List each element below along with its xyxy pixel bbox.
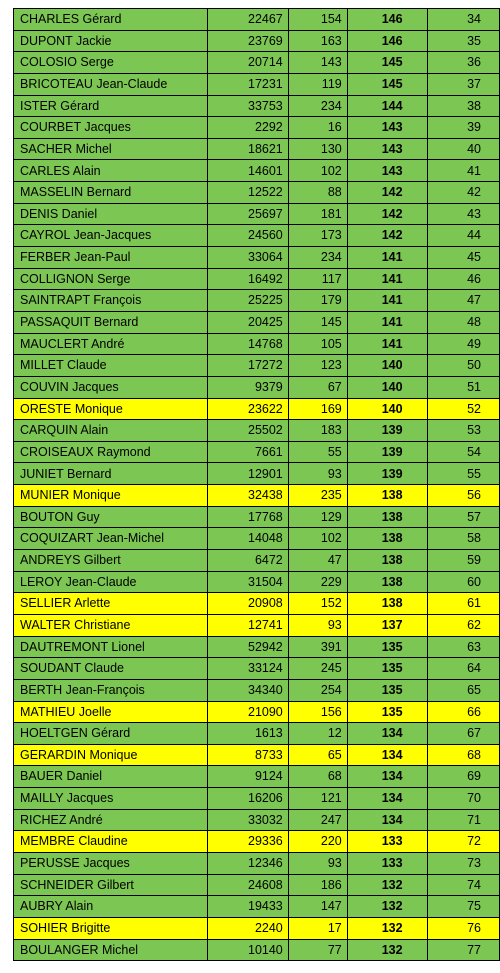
table-row bbox=[14, 831, 500, 853]
average-cell: 132 bbox=[347, 896, 427, 918]
points-cell: 21090 bbox=[208, 701, 288, 723]
average-cell: 138 bbox=[347, 528, 427, 550]
average-cell: 134 bbox=[347, 809, 427, 831]
player-name-cell: DAUTREMONT Lionel bbox=[14, 636, 208, 658]
table-row bbox=[14, 203, 500, 225]
rank-cell: 62 bbox=[427, 614, 499, 636]
rank-cell: 34 bbox=[427, 9, 499, 31]
points-cell: 14768 bbox=[208, 333, 288, 355]
table-row bbox=[14, 788, 500, 810]
average-cell: 141 bbox=[347, 247, 427, 269]
games-cell: 234 bbox=[288, 247, 347, 269]
average-cell: 138 bbox=[347, 485, 427, 507]
ranking-table bbox=[13, 8, 500, 961]
games-cell: 186 bbox=[288, 874, 347, 896]
average-cell: 141 bbox=[347, 311, 427, 333]
rank-cell: 49 bbox=[427, 333, 499, 355]
table-row bbox=[14, 420, 500, 442]
games-cell: 156 bbox=[288, 701, 347, 723]
player-name-cell: ANDREYS Gilbert bbox=[14, 550, 208, 572]
points-cell: 23769 bbox=[208, 30, 288, 52]
rank-cell: 39 bbox=[427, 117, 499, 139]
player-name-cell: JUNIET Bernard bbox=[14, 463, 208, 485]
points-cell: 12741 bbox=[208, 614, 288, 636]
points-cell: 25697 bbox=[208, 203, 288, 225]
average-cell: 133 bbox=[347, 831, 427, 853]
rank-cell: 77 bbox=[427, 939, 499, 961]
points-cell: 9124 bbox=[208, 766, 288, 788]
table-row bbox=[14, 225, 500, 247]
games-cell: 77 bbox=[288, 939, 347, 961]
rank-cell: 50 bbox=[427, 355, 499, 377]
points-cell: 7661 bbox=[208, 441, 288, 463]
average-cell: 139 bbox=[347, 463, 427, 485]
games-cell: 93 bbox=[288, 463, 347, 485]
rank-cell: 65 bbox=[427, 679, 499, 701]
points-cell: 6472 bbox=[208, 550, 288, 572]
table-row bbox=[14, 874, 500, 896]
average-cell: 144 bbox=[347, 95, 427, 117]
table-row bbox=[14, 506, 500, 528]
player-name-cell: ORESTE Monique bbox=[14, 398, 208, 420]
points-cell: 16492 bbox=[208, 268, 288, 290]
average-cell: 134 bbox=[347, 788, 427, 810]
points-cell: 14048 bbox=[208, 528, 288, 550]
table-row bbox=[14, 182, 500, 204]
points-cell: 32438 bbox=[208, 485, 288, 507]
rank-cell: 38 bbox=[427, 95, 499, 117]
games-cell: 130 bbox=[288, 138, 347, 160]
average-cell: 140 bbox=[347, 355, 427, 377]
games-cell: 47 bbox=[288, 550, 347, 572]
table-row bbox=[14, 138, 500, 160]
table-row bbox=[14, 117, 500, 139]
points-cell: 24608 bbox=[208, 874, 288, 896]
average-cell: 143 bbox=[347, 160, 427, 182]
rank-cell: 45 bbox=[427, 247, 499, 269]
points-cell: 8733 bbox=[208, 744, 288, 766]
player-name-cell: CARQUIN Alain bbox=[14, 420, 208, 442]
games-cell: 254 bbox=[288, 679, 347, 701]
table-row bbox=[14, 95, 500, 117]
player-name-cell: FERBER Jean-Paul bbox=[14, 247, 208, 269]
games-cell: 145 bbox=[288, 311, 347, 333]
rank-cell: 55 bbox=[427, 463, 499, 485]
games-cell: 105 bbox=[288, 333, 347, 355]
average-cell: 135 bbox=[347, 636, 427, 658]
games-cell: 163 bbox=[288, 30, 347, 52]
games-cell: 391 bbox=[288, 636, 347, 658]
average-cell: 132 bbox=[347, 917, 427, 939]
average-cell: 146 bbox=[347, 9, 427, 31]
player-name-cell: SELLIER Arlette bbox=[14, 593, 208, 615]
table-row bbox=[14, 658, 500, 680]
rank-cell: 43 bbox=[427, 203, 499, 225]
points-cell: 33124 bbox=[208, 658, 288, 680]
rank-cell: 64 bbox=[427, 658, 499, 680]
average-cell: 139 bbox=[347, 441, 427, 463]
rank-cell: 73 bbox=[427, 852, 499, 874]
player-name-cell: BRICOTEAU Jean-Claude bbox=[14, 73, 208, 95]
table-row bbox=[14, 636, 500, 658]
games-cell: 17 bbox=[288, 917, 347, 939]
table-row bbox=[14, 355, 500, 377]
points-cell: 23622 bbox=[208, 398, 288, 420]
ranking-table-body bbox=[14, 9, 500, 961]
points-cell: 2240 bbox=[208, 917, 288, 939]
games-cell: 152 bbox=[288, 593, 347, 615]
rank-cell: 52 bbox=[427, 398, 499, 420]
games-cell: 169 bbox=[288, 398, 347, 420]
table-row bbox=[14, 485, 500, 507]
points-cell: 25225 bbox=[208, 290, 288, 312]
games-cell: 117 bbox=[288, 268, 347, 290]
player-name-cell: MUNIER Monique bbox=[14, 485, 208, 507]
games-cell: 119 bbox=[288, 73, 347, 95]
games-cell: 102 bbox=[288, 160, 347, 182]
rank-cell: 47 bbox=[427, 290, 499, 312]
player-name-cell: CAYROL Jean-Jacques bbox=[14, 225, 208, 247]
player-name-cell: RICHEZ André bbox=[14, 809, 208, 831]
points-cell: 18621 bbox=[208, 138, 288, 160]
rank-cell: 40 bbox=[427, 138, 499, 160]
average-cell: 141 bbox=[347, 333, 427, 355]
rank-cell: 57 bbox=[427, 506, 499, 528]
player-name-cell: LEROY Jean-Claude bbox=[14, 571, 208, 593]
rank-cell: 53 bbox=[427, 420, 499, 442]
rank-cell: 76 bbox=[427, 917, 499, 939]
average-cell: 137 bbox=[347, 614, 427, 636]
average-cell: 140 bbox=[347, 376, 427, 398]
games-cell: 154 bbox=[288, 9, 347, 31]
player-name-cell: SOUDANT Claude bbox=[14, 658, 208, 680]
average-cell: 132 bbox=[347, 939, 427, 961]
average-cell: 140 bbox=[347, 398, 427, 420]
player-name-cell: COLLIGNON Serge bbox=[14, 268, 208, 290]
games-cell: 183 bbox=[288, 420, 347, 442]
average-cell: 141 bbox=[347, 268, 427, 290]
player-name-cell: MASSELIN Bernard bbox=[14, 182, 208, 204]
average-cell: 145 bbox=[347, 73, 427, 95]
player-name-cell: COUVIN Jacques bbox=[14, 376, 208, 398]
rank-cell: 60 bbox=[427, 571, 499, 593]
points-cell: 9379 bbox=[208, 376, 288, 398]
average-cell: 143 bbox=[347, 117, 427, 139]
games-cell: 179 bbox=[288, 290, 347, 312]
rank-cell: 41 bbox=[427, 160, 499, 182]
player-name-cell: MAILLY Jacques bbox=[14, 788, 208, 810]
games-cell: 55 bbox=[288, 441, 347, 463]
points-cell: 2292 bbox=[208, 117, 288, 139]
player-name-cell: PERUSSE Jacques bbox=[14, 852, 208, 874]
table-row bbox=[14, 9, 500, 31]
rank-cell: 74 bbox=[427, 874, 499, 896]
points-cell: 33753 bbox=[208, 95, 288, 117]
player-name-cell: DUPONT Jackie bbox=[14, 30, 208, 52]
points-cell: 17231 bbox=[208, 73, 288, 95]
points-cell: 19433 bbox=[208, 896, 288, 918]
player-name-cell: SACHER Michel bbox=[14, 138, 208, 160]
player-name-cell: BOULANGER Michel bbox=[14, 939, 208, 961]
games-cell: 67 bbox=[288, 376, 347, 398]
player-name-cell: BOUTON Guy bbox=[14, 506, 208, 528]
player-name-cell: HOELTGEN Gérard bbox=[14, 723, 208, 745]
rank-cell: 58 bbox=[427, 528, 499, 550]
games-cell: 123 bbox=[288, 355, 347, 377]
rank-cell: 35 bbox=[427, 30, 499, 52]
games-cell: 173 bbox=[288, 225, 347, 247]
games-cell: 12 bbox=[288, 723, 347, 745]
rank-cell: 61 bbox=[427, 593, 499, 615]
table-row bbox=[14, 52, 500, 74]
player-name-cell: SCHNEIDER Gilbert bbox=[14, 874, 208, 896]
table-row bbox=[14, 614, 500, 636]
points-cell: 17272 bbox=[208, 355, 288, 377]
table-row bbox=[14, 896, 500, 918]
table-row bbox=[14, 376, 500, 398]
player-name-cell: CROISEAUX Raymond bbox=[14, 441, 208, 463]
games-cell: 16 bbox=[288, 117, 347, 139]
games-cell: 235 bbox=[288, 485, 347, 507]
table-row bbox=[14, 766, 500, 788]
games-cell: 245 bbox=[288, 658, 347, 680]
table-row bbox=[14, 73, 500, 95]
table-row bbox=[14, 809, 500, 831]
table-row bbox=[14, 550, 500, 572]
player-name-cell: ISTER Gérard bbox=[14, 95, 208, 117]
average-cell: 138 bbox=[347, 571, 427, 593]
points-cell: 20714 bbox=[208, 52, 288, 74]
games-cell: 234 bbox=[288, 95, 347, 117]
points-cell: 14601 bbox=[208, 160, 288, 182]
table-row bbox=[14, 701, 500, 723]
games-cell: 143 bbox=[288, 52, 347, 74]
average-cell: 138 bbox=[347, 506, 427, 528]
table-row bbox=[14, 571, 500, 593]
games-cell: 147 bbox=[288, 896, 347, 918]
average-cell: 146 bbox=[347, 30, 427, 52]
table-row bbox=[14, 917, 500, 939]
points-cell: 12346 bbox=[208, 852, 288, 874]
table-row bbox=[14, 463, 500, 485]
player-name-cell: MEMBRE Claudine bbox=[14, 831, 208, 853]
points-cell: 25502 bbox=[208, 420, 288, 442]
average-cell: 135 bbox=[347, 658, 427, 680]
table-row bbox=[14, 593, 500, 615]
rank-cell: 72 bbox=[427, 831, 499, 853]
average-cell: 141 bbox=[347, 290, 427, 312]
games-cell: 247 bbox=[288, 809, 347, 831]
rank-cell: 54 bbox=[427, 441, 499, 463]
rank-cell: 69 bbox=[427, 766, 499, 788]
player-name-cell: COQUIZART Jean-Michel bbox=[14, 528, 208, 550]
points-cell: 12522 bbox=[208, 182, 288, 204]
rank-cell: 48 bbox=[427, 311, 499, 333]
points-cell: 10140 bbox=[208, 939, 288, 961]
table-row bbox=[14, 723, 500, 745]
table-row bbox=[14, 939, 500, 961]
average-cell: 134 bbox=[347, 723, 427, 745]
player-name-cell: CHARLES Gérard bbox=[14, 9, 208, 31]
rank-cell: 37 bbox=[427, 73, 499, 95]
rank-cell: 44 bbox=[427, 225, 499, 247]
table-row bbox=[14, 290, 500, 312]
games-cell: 93 bbox=[288, 852, 347, 874]
player-name-cell: CARLES Alain bbox=[14, 160, 208, 182]
points-cell: 52942 bbox=[208, 636, 288, 658]
player-name-cell: AUBRY Alain bbox=[14, 896, 208, 918]
table-row bbox=[14, 398, 500, 420]
points-cell: 33064 bbox=[208, 247, 288, 269]
table-row bbox=[14, 528, 500, 550]
average-cell: 145 bbox=[347, 52, 427, 74]
points-cell: 24560 bbox=[208, 225, 288, 247]
table-row bbox=[14, 852, 500, 874]
rank-cell: 46 bbox=[427, 268, 499, 290]
games-cell: 121 bbox=[288, 788, 347, 810]
table-row bbox=[14, 30, 500, 52]
table-row bbox=[14, 679, 500, 701]
player-name-cell: MAUCLERT André bbox=[14, 333, 208, 355]
games-cell: 65 bbox=[288, 744, 347, 766]
average-cell: 134 bbox=[347, 766, 427, 788]
average-cell: 138 bbox=[347, 593, 427, 615]
games-cell: 229 bbox=[288, 571, 347, 593]
table-row bbox=[14, 333, 500, 355]
rank-cell: 68 bbox=[427, 744, 499, 766]
points-cell: 17768 bbox=[208, 506, 288, 528]
games-cell: 93 bbox=[288, 614, 347, 636]
average-cell: 135 bbox=[347, 679, 427, 701]
average-cell: 133 bbox=[347, 852, 427, 874]
points-cell: 29336 bbox=[208, 831, 288, 853]
points-cell: 22467 bbox=[208, 9, 288, 31]
average-cell: 142 bbox=[347, 182, 427, 204]
average-cell: 135 bbox=[347, 701, 427, 723]
average-cell: 132 bbox=[347, 874, 427, 896]
points-cell: 12901 bbox=[208, 463, 288, 485]
player-name-cell: DENIS Daniel bbox=[14, 203, 208, 225]
points-cell: 16206 bbox=[208, 788, 288, 810]
player-name-cell: BAUER Daniel bbox=[14, 766, 208, 788]
table-row bbox=[14, 160, 500, 182]
player-name-cell: GERARDIN Monique bbox=[14, 744, 208, 766]
rank-cell: 66 bbox=[427, 701, 499, 723]
average-cell: 142 bbox=[347, 203, 427, 225]
table-row bbox=[14, 441, 500, 463]
points-cell: 1613 bbox=[208, 723, 288, 745]
rank-cell: 59 bbox=[427, 550, 499, 572]
rank-cell: 67 bbox=[427, 723, 499, 745]
average-cell: 138 bbox=[347, 550, 427, 572]
points-cell: 31504 bbox=[208, 571, 288, 593]
player-name-cell: SAINTRAPT François bbox=[14, 290, 208, 312]
games-cell: 181 bbox=[288, 203, 347, 225]
player-name-cell: WALTER Christiane bbox=[14, 614, 208, 636]
average-cell: 143 bbox=[347, 138, 427, 160]
player-name-cell: COLOSIO Serge bbox=[14, 52, 208, 74]
games-cell: 102 bbox=[288, 528, 347, 550]
average-cell: 139 bbox=[347, 420, 427, 442]
games-cell: 220 bbox=[288, 831, 347, 853]
table-row bbox=[14, 311, 500, 333]
table-row bbox=[14, 268, 500, 290]
rank-cell: 70 bbox=[427, 788, 499, 810]
games-cell: 129 bbox=[288, 506, 347, 528]
average-cell: 134 bbox=[347, 744, 427, 766]
points-cell: 33032 bbox=[208, 809, 288, 831]
games-cell: 88 bbox=[288, 182, 347, 204]
average-cell: 142 bbox=[347, 225, 427, 247]
rank-cell: 42 bbox=[427, 182, 499, 204]
rank-cell: 51 bbox=[427, 376, 499, 398]
rank-cell: 75 bbox=[427, 896, 499, 918]
games-cell: 68 bbox=[288, 766, 347, 788]
player-name-cell: SOHIER Brigitte bbox=[14, 917, 208, 939]
player-name-cell: COURBET Jacques bbox=[14, 117, 208, 139]
points-cell: 20908 bbox=[208, 593, 288, 615]
rank-cell: 36 bbox=[427, 52, 499, 74]
player-name-cell: PASSAQUIT Bernard bbox=[14, 311, 208, 333]
points-cell: 34340 bbox=[208, 679, 288, 701]
table-row bbox=[14, 744, 500, 766]
player-name-cell: BERTH Jean-François bbox=[14, 679, 208, 701]
table-row bbox=[14, 247, 500, 269]
points-cell: 20425 bbox=[208, 311, 288, 333]
player-name-cell: MATHIEU Joelle bbox=[14, 701, 208, 723]
rank-cell: 63 bbox=[427, 636, 499, 658]
rank-cell: 56 bbox=[427, 485, 499, 507]
player-name-cell: MILLET Claude bbox=[14, 355, 208, 377]
rank-cell: 71 bbox=[427, 809, 499, 831]
